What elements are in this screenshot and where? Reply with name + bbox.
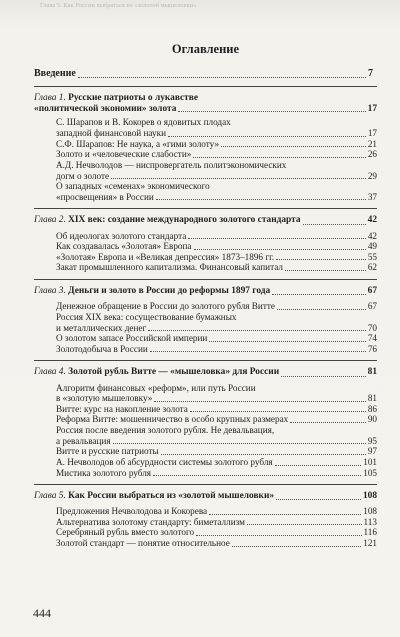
dot-leader [209,341,365,342]
dot-leader [156,199,366,200]
toc-entry[interactable] [56,383,377,404]
entry-page: 105 [363,467,377,478]
chapter-1[interactable] [34,93,377,115]
toc-entry[interactable] [56,446,377,457]
entry-line: С. Шарапов и В. Кокорев о ядовитых плодах [56,117,231,128]
toc-entry[interactable] [56,160,377,181]
dot-leader [168,136,366,137]
dot-leader [190,411,366,412]
entry-line: догм о золоте [56,170,110,181]
toc-entry[interactable] [56,117,377,138]
toc-entry[interactable] [56,344,377,355]
dot-leader [281,376,366,377]
entry-line: Как создавалась «Золотая» Европа [56,241,192,252]
chapter-3[interactable] [34,286,377,297]
entry-page: 70 [367,322,377,333]
toc-entry[interactable] [56,312,377,333]
divider [34,484,377,485]
entry-page: 26 [367,149,377,160]
dot-leader [193,157,365,158]
entry-page: 74 [367,333,377,344]
chapter-number: Глава 2. [34,215,66,226]
entry-line: Мистика золотого рубля [56,467,152,478]
entry-line: Серебряный рубль вместо золотого [56,527,195,538]
dot-leader [277,309,366,310]
entry-line: Россия после введения золотого рубля. Не девальвация, [56,425,275,436]
bleed-through-text [40,2,394,10]
chapter-page: 81 [367,367,377,378]
chapter-number: Глава 1. [34,92,66,103]
entry-page: 97 [367,446,377,457]
chapter-4-entries [34,383,377,479]
entry-line: А.Д. Нечволодов — ниспровергатель политэкономических [56,159,287,170]
dot-leader [303,224,366,225]
entry-line: Золотодобыча в России [56,343,148,354]
dot-leader [232,546,361,547]
dot-leader [209,514,361,515]
toc-entry[interactable] [56,252,377,263]
entry-page: 76 [367,343,377,354]
entry-page: 55 [367,251,377,262]
dot-leader [188,238,365,239]
toc-entry[interactable] [56,231,377,242]
dot-leader [194,249,366,250]
chapter-2-entries [34,231,377,273]
page-number: 444 [33,606,51,620]
chapter-5-entries [34,506,377,548]
entry-page: 108 [363,506,377,517]
entry-page: 113 [363,516,377,527]
dot-leader [196,535,361,536]
chapter-1-entries [34,117,377,202]
dot-leader [148,330,366,331]
divider [34,360,377,361]
entry-page: 101 [363,456,377,467]
toc-entry[interactable] [56,506,377,517]
entry-line: Об идеологах золотого стандарта [56,230,187,241]
toc-entry[interactable] [56,181,377,202]
toc-entry[interactable] [56,517,377,528]
entry-line: Предложения Нечволодова и Кокорева [56,506,208,517]
dot-leader [221,146,366,147]
entry-line: Витте и русские патриоты [56,446,159,457]
entry-line: и металлических денег [56,322,147,333]
entry-line: О золотом запасе Российской империи [56,333,208,344]
chapter-page: 67 [367,286,377,297]
chapter-title: XIX век: создание международного золотого стандарта [68,215,301,226]
entry-line: Золото и «человеческие слабости» [56,149,192,160]
chapter-title: Как России выбраться из «золотой мышеловки» [68,491,275,502]
entry-line: Денежное обращение в России до золотого рубля Витте [56,301,275,312]
chapter-title-cont: «политической экономии» золота [34,103,177,114]
toc-entry[interactable] [56,457,377,468]
chapter-2[interactable] [34,215,377,226]
chapter-4[interactable] [34,367,377,378]
entry-page: 121 [363,538,377,549]
dot-leader [150,351,366,352]
divider [34,86,377,87]
dot-leader [154,401,365,402]
divider [34,208,377,209]
entry-page: 62 [367,262,377,273]
toc-intro-entry[interactable] [34,69,377,80]
dot-leader [178,111,365,112]
chapter-number: Глава 5. [34,491,66,502]
entry-page: 86 [367,403,377,414]
entry-line: О западных «семенах» экономического [56,181,210,192]
entry-page: 29 [367,170,377,181]
entry-page: 90 [367,414,377,425]
dot-leader [78,77,366,78]
intro-page: 7 [368,68,373,79]
toc-entry[interactable] [56,241,377,252]
toc-entry[interactable] [56,301,377,312]
entry-line: Алгоритм финансовых «реформ», или путь России [56,382,256,393]
toc-entry[interactable] [56,333,377,344]
entry-page: 81 [367,393,377,404]
bleed-line: Глава 5. Как России выбраться из «золотой мышеловки» [40,2,197,9]
chapter-5[interactable] [34,491,377,502]
intro-label: Введение [34,68,76,79]
chapter-title: Деньги и золото в России до реформы 1897 года [68,286,271,297]
toc-entry[interactable] [56,149,377,160]
chapter-number: Глава 4. [34,367,66,378]
entry-line: С.Ф. Шарапов: Не наука, а «гими золоту» [56,138,220,149]
chapter-page: 42 [367,215,377,226]
dot-leader [161,454,366,455]
entry-line: Альтернатива золотому стандарту: биметаллизм [56,516,245,527]
dot-leader [275,465,362,466]
entry-line: «Золотая» Европа и «Великая депрессия» 1873–1896 гг. [56,251,275,262]
toc-entry[interactable] [56,538,377,549]
divider [34,279,377,280]
toc-entry[interactable] [56,425,377,446]
dot-leader [285,270,366,271]
entry-line: Реформа Витте: мошенничество в особо крупных размерах [56,414,289,425]
entry-page: 116 [363,527,377,538]
entry-page: 67 [367,301,377,312]
chapter-page: 108 [362,491,377,502]
chapter-title: Русские патриоты о лукавстве [68,92,199,103]
toc-entry[interactable] [56,404,377,415]
dot-leader [272,294,365,295]
dot-leader [276,499,361,500]
entry-line: Золотой стандарт — понятие относительное [56,538,230,549]
entry-page: 95 [367,435,377,446]
toc-entry[interactable] [56,468,377,479]
entry-page: 37 [367,191,377,202]
dot-leader [113,443,366,444]
dot-leader [290,422,366,423]
entry-line: а ревальвация [56,435,111,446]
table-of-contents [34,38,377,549]
entry-line: Витте: курс на накопление золота [56,403,188,414]
entry-page: 42 [367,230,377,241]
dot-leader [153,475,361,476]
entry-line: А. Нечволодов об абсурдности системы золотого рубля [56,456,273,467]
entry-line: западной финансовой науки [56,128,167,139]
toc-entry[interactable] [56,414,377,425]
dot-leader [247,524,362,525]
entry-line: в «золотую мышеловку» [56,393,153,404]
entry-page: 49 [367,241,377,252]
dot-leader [276,259,366,260]
chapter-page: 17 [367,103,377,114]
toc-entry[interactable] [56,527,377,538]
chapter-number: Глава 3. [34,286,66,297]
toc-entry[interactable] [56,139,377,150]
entry-line: Россия XIX века: сосуществование бумажных [56,311,237,322]
entry-line: Закат промышленного капитализма. Финансовый капитал [56,262,283,273]
entry-page: 21 [367,138,377,149]
chapter-3-entries [34,301,377,354]
dot-leader [111,178,366,179]
chapter-title: Золотой рубль Витте — «мышеловка» для России [68,367,280,378]
entry-line: «просвещения» в России [56,191,154,202]
toc-title: Оглавление [171,42,240,56]
entry-page: 17 [367,128,377,139]
toc-entry[interactable] [56,262,377,273]
